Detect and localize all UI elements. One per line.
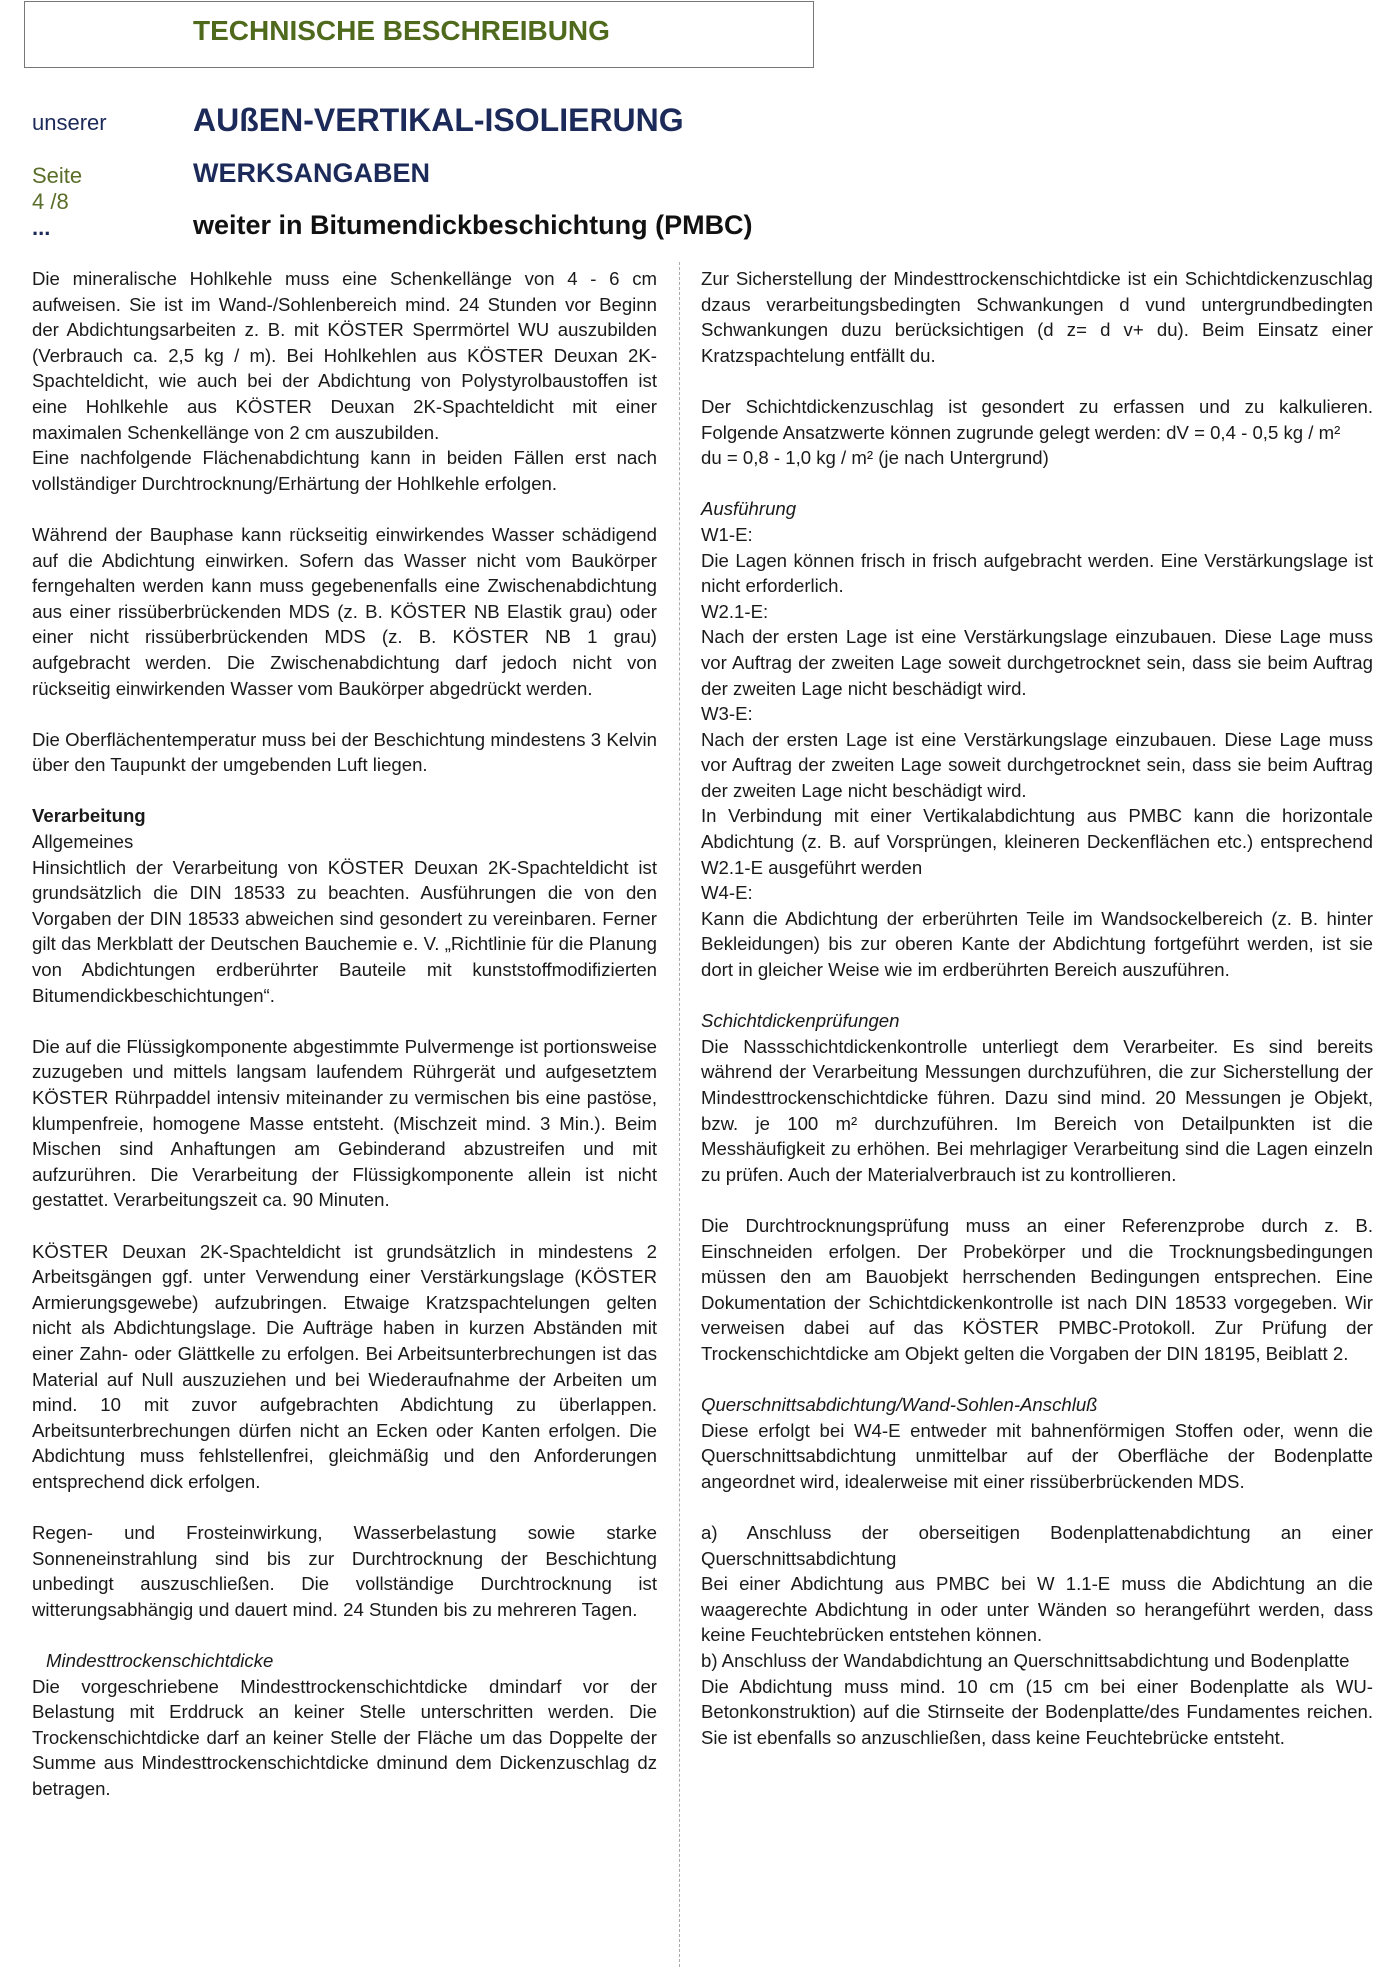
header-label-unserer: unserer [32, 110, 107, 135]
subheading-allgemeines: Allgemeines [32, 831, 134, 853]
class-label-w3: W3-E: [701, 703, 753, 725]
product-title: AUßEN-VERTIKAL-ISOLIERUNG [193, 102, 684, 138]
paragraph: Hinsichtlich der Verarbeitung von KÖSTER Deuxan 2K-Spachteldicht ist grundsätzlich die DIN 18533 zu beachten. Ausführungen die von den Vorgaben der DIN 18533 abweichen sind gesondert zu vereinbaren. Ferner gilt das Merkblatt der Deutschen Bauchemie e. V. „Richtlinie für die Planung von Abdichtungen erdberührter Bauteile mit kunststoffmodifizierten Bitumendickbeschichtungen“. [32, 856, 657, 1006]
continuation-marker: ... [32, 215, 51, 240]
paragraph: Die mineralische Hohlkehle muss eine Schenkellänge von 4 - 6 cm aufweisen. Sie ist im Wand-/Sohlenbereich mind. 24 Stunden vor Beginn der Abdichtungsarbeiten z. B. mit KÖSTER Sperrmörtel WU auszubilden (Verbrauch ca. 2,5 kg / m). Bei Hohlkehlen aus KÖSTER Deuxan 2K-Spachteldicht, wie auch bei der Abdichtung von Polystyrolbaustoffen ist eine Hohlkehle aus KÖSTER Deuxan 2K-Spachteldicht mit einer maximalen Schenkellänge von 2 cm auszubilden. [32, 268, 657, 443]
heading-mindesttrockenschichtdicke: Mindesttrockenschichtdicke [46, 1650, 274, 1672]
list-item-b-label: b) Anschluss der Wandabdichtung an Querschnittsabdichtung und Bodenplatte [701, 1650, 1350, 1672]
page-number: Seite 4 /8 [32, 163, 83, 214]
heading-ausfuehrung: Ausführung [701, 498, 797, 520]
class-label-w4: W4-E: [701, 882, 753, 904]
left-column [32, 266, 657, 1802]
paragraph: Nach der ersten Lage ist eine Verstärkungslage einzubauen. Diese Lage muss vor Auftrag der zweiten Lage soweit durchgetrocknet sein, dass sie beim Auftrag der zweiten Lage nicht beschädigt wird. [701, 728, 1373, 801]
paragraph: In Verbindung mit einer Vertikalabdichtung aus PMBC kann die horizontale Abdichtung (z. B. auf Vorsprüngen, kleineren Deckenflächen etc.) entsprechend W2.1-E ausgeführt werden [701, 805, 1373, 878]
class-label-w1: W1-E: [701, 523, 753, 545]
section-title: WERKSANGABEN [193, 158, 431, 188]
paragraph: Die vorgeschriebene Mindesttrockenschichtdicke dmindarf vor der Belastung mit Erddruck an keiner Stelle unterschritten werden. Die Trockenschichtdicke darf an keiner Stelle der Fläche um das Doppelte der Summe aus Mindesttrockenschichtdicke dminund dem Dickenzuschlag dz betragen. [32, 1675, 657, 1800]
paragraph: Der Schichtdickenzuschlag ist gesondert zu erfassen und zu kalkulieren. Folgende Ansatzwerte können zugrunde gelegt werden: dV = 0,4 - 0,5 kg / m² [701, 395, 1373, 443]
paragraph: Die auf die Flüssigkomponente abgestimmte Pulvermenge ist portionsweise zuzugeben und mittels langsam laufendem Rührgerät und aufgesetztem KÖSTER Rührpaddel intensiv miteinander zu vermischen bis eine pastöse, klumpenfreie, homogene Masse entsteht. (Mischzeit mind. 3 Min.). Beim Mischen sind Anhaftungen am Gebinderand abzustreifen und mit aufzurühren. Die Verarbeitung der Flüssigkomponente allein ist nicht gestattet. Verarbeitungszeit ca. 90 Minuten. [32, 1035, 657, 1211]
paragraph: Die Nassschichtdickenkontrolle unterliegt dem Verarbeiter. Es sind bereits während der Verarbeitung Messungen durchzuführen, die zur Sicherstellung der Mindesttrockenschichtdicke führen. Dazu sind mind. 20 Messungen je Objekt, bzw. je 100 m² durchzuführen. Im Bereich von Detailpunkten ist die Messhäufigkeit zu erhöhen. Bei mehrlagiger Verarbeitung sind die Lagen einzeln zu prüfen. Auch der Materialverbrauch ist zu kontrollieren. [701, 1035, 1373, 1185]
heading-verarbeitung: Verarbeitung [32, 805, 146, 827]
paragraph: Eine nachfolgende Flächenabdichtung kann in beiden Fällen erst nach vollständiger Durchtrocknung/Erhärtung der Hohlkehle erfolgen. [32, 447, 657, 494]
paragraph: Die Durchtrocknungsprüfung muss an einer Referenzprobe durch z. B. Einschneiden erfolgen. Der Probekörper und die Trocknungsbedingungen müssen den am Bauobjekt herrschenden Bedingungen entsprechen. Eine Dokumentation der Schichtdickenkontrolle ist nach DIN 18533 vorgegeben. Wir verweisen dabei auf das KÖSTER PMBC-Protokoll. Zur Prüfung der Trockenschichtdicke am Objekt gelten die Vorgaben der DIN 18195, Beiblatt 2. [701, 1214, 1373, 1364]
paragraph: Kann die Abdichtung der erberührten Teile im Wandsockelbereich (z. B. hinter Bekleidungen) bis zur oberen Kante der Abdichtung fortgeführt werden, ist sie dort in gleicher Weise wie im erdberührten Bereich auszuführen. [701, 907, 1373, 981]
paragraph: Diese erfolgt bei W4-E entweder mit bahnenförmigen Stoffen oder, wenn die Querschnittsabdichtung unmittelbar auf der Oberfläche der Bodenplatte angeordnet wird, idealerweise mit einer rissüberbrückenden MDS. [701, 1419, 1373, 1492]
paragraph: Regen- und Frosteinwirkung, Wasserbelastung sowie starke Sonneneinstrahlung sind bis zur Durchtrocknung der Beschichtung unbedingt auszuschließen. Die vollständige Durchtrocknung ist witterungsabhängig und dauert mind. 24 Stunden bis zu mehreren Tagen. [32, 1522, 657, 1620]
paragraph: Bei einer Abdichtung aus PMBC bei W 1.1-E muss die Abdichtung an die waagerechte Abdichtung in oder unter Wänden so herangeführt werden, dass keine Feuchtebrücken entstehen können. [701, 1573, 1373, 1646]
title-box [24, 1, 814, 68]
heading-querschnittsabdichtung: Querschnittsabdichtung/Wand-Sohlen-Anschluß [701, 1394, 1098, 1416]
paragraph: Die Abdichtung muss mind. 10 cm (15 cm bei einer Bodenplatte als WU-Betonkonstruktion) auf die Stirnseite der Bodenplatte/des Fundamentes reichen. Sie ist ebenfalls so anzuschließen, dass keine Feuchtebrücke entsteht. [701, 1675, 1373, 1748]
paragraph: du = 0,8 - 1,0 kg / m² (je nach Untergrund) [701, 447, 1049, 469]
paragraph: Die Lagen können frisch in frisch aufgebracht werden. Eine Verstärkungslage ist nicht erforderlich. [701, 549, 1373, 597]
heading-schichtdickenpruefungen: Schichtdickenprüfungen [701, 1010, 900, 1032]
paragraph: KÖSTER Deuxan 2K-Spachteldicht ist grundsätzlich in mindestens 2 Arbeitsgängen ggf. unter Verwendung einer Verstärkungslage (KÖSTER Armierungsgewebe) aufzubringen. Etwaige Kratzspachtelungen gelten nicht als Abdichtungslage. Die Aufträge haben in kurzen Abständen mit einer Zahn- oder Glättkelle zu erfolgen. Bei Arbeitsunterbrechungen ist das Material auf Null auszuziehen und bei Wiederaufnahme der Arbeiten um mind. 10 mit zuvor aufgebrachten Abdichtung zu überlappen. Arbeitsunterbrechungen dürfen nicht an Ecken oder Kanten erfolgen. Die Abdichtung muss fehlstellenfrei, gleichmäßig und den Anforderungen entsprechend dick erfolgen. [32, 1240, 657, 1492]
column-divider [679, 262, 680, 1967]
paragraph: Die Oberflächentemperatur muss bei der Beschichtung mindestens 3 Kelvin über den Taupunkt der umgebenden Luft liegen. [32, 728, 657, 776]
right-column [701, 266, 1373, 1750]
paragraph: Während der Bauphase kann rückseitig einwirkendes Wasser schädigend auf die Abdichtung einwirken. Sofern das Wasser nicht vom Baukörper ferngehalten werden kann muss gegebenenfalls eine Zwischenabdichtung aus einer rissüberbrückenden MDS (z. B. KÖSTER NB Elastik grau) oder einer nicht rissüberbrückenden MDS (z. B. KÖSTER NB 1 grau) aufgebracht werden. Die Zwischenabdichtung darf jedoch nicht von rückseitig einwirkenden Wasser vom Baukörper abgedrückt werden. [32, 523, 657, 699]
document-type-title: TECHNISCHE BESCHREIBUNG [193, 15, 610, 46]
paragraph: Zur Sicherstellung der Mindesttrockenschichtdicke ist ein Schichtdickenzuschlag dzaus verarbeitungsbedingten Schwankungen d vund untergrundbedingten Schwankungen duzu berücksichtigen (d z= d v+ du). Beim Einsatz einer Kratzspachtelung entfällt du. [701, 268, 1373, 366]
paragraph: Nach der ersten Lage ist eine Verstärkungslage einzubauen. Diese Lage muss vor Auftrag der zweiten Lage soweit durchgetrocknet sein, dass sie beim Auftrag der zweiten Lage nicht beschädigt wird. [701, 626, 1373, 699]
list-item-a-label: a) Anschluss der oberseitigen Bodenplattenabdichtung an einer Querschnittsabdichtung [701, 1522, 1373, 1569]
class-label-w21: W2.1-E: [701, 600, 769, 622]
section-subtitle: weiter in Bitumendickbeschichtung (PMBC) [193, 210, 753, 240]
